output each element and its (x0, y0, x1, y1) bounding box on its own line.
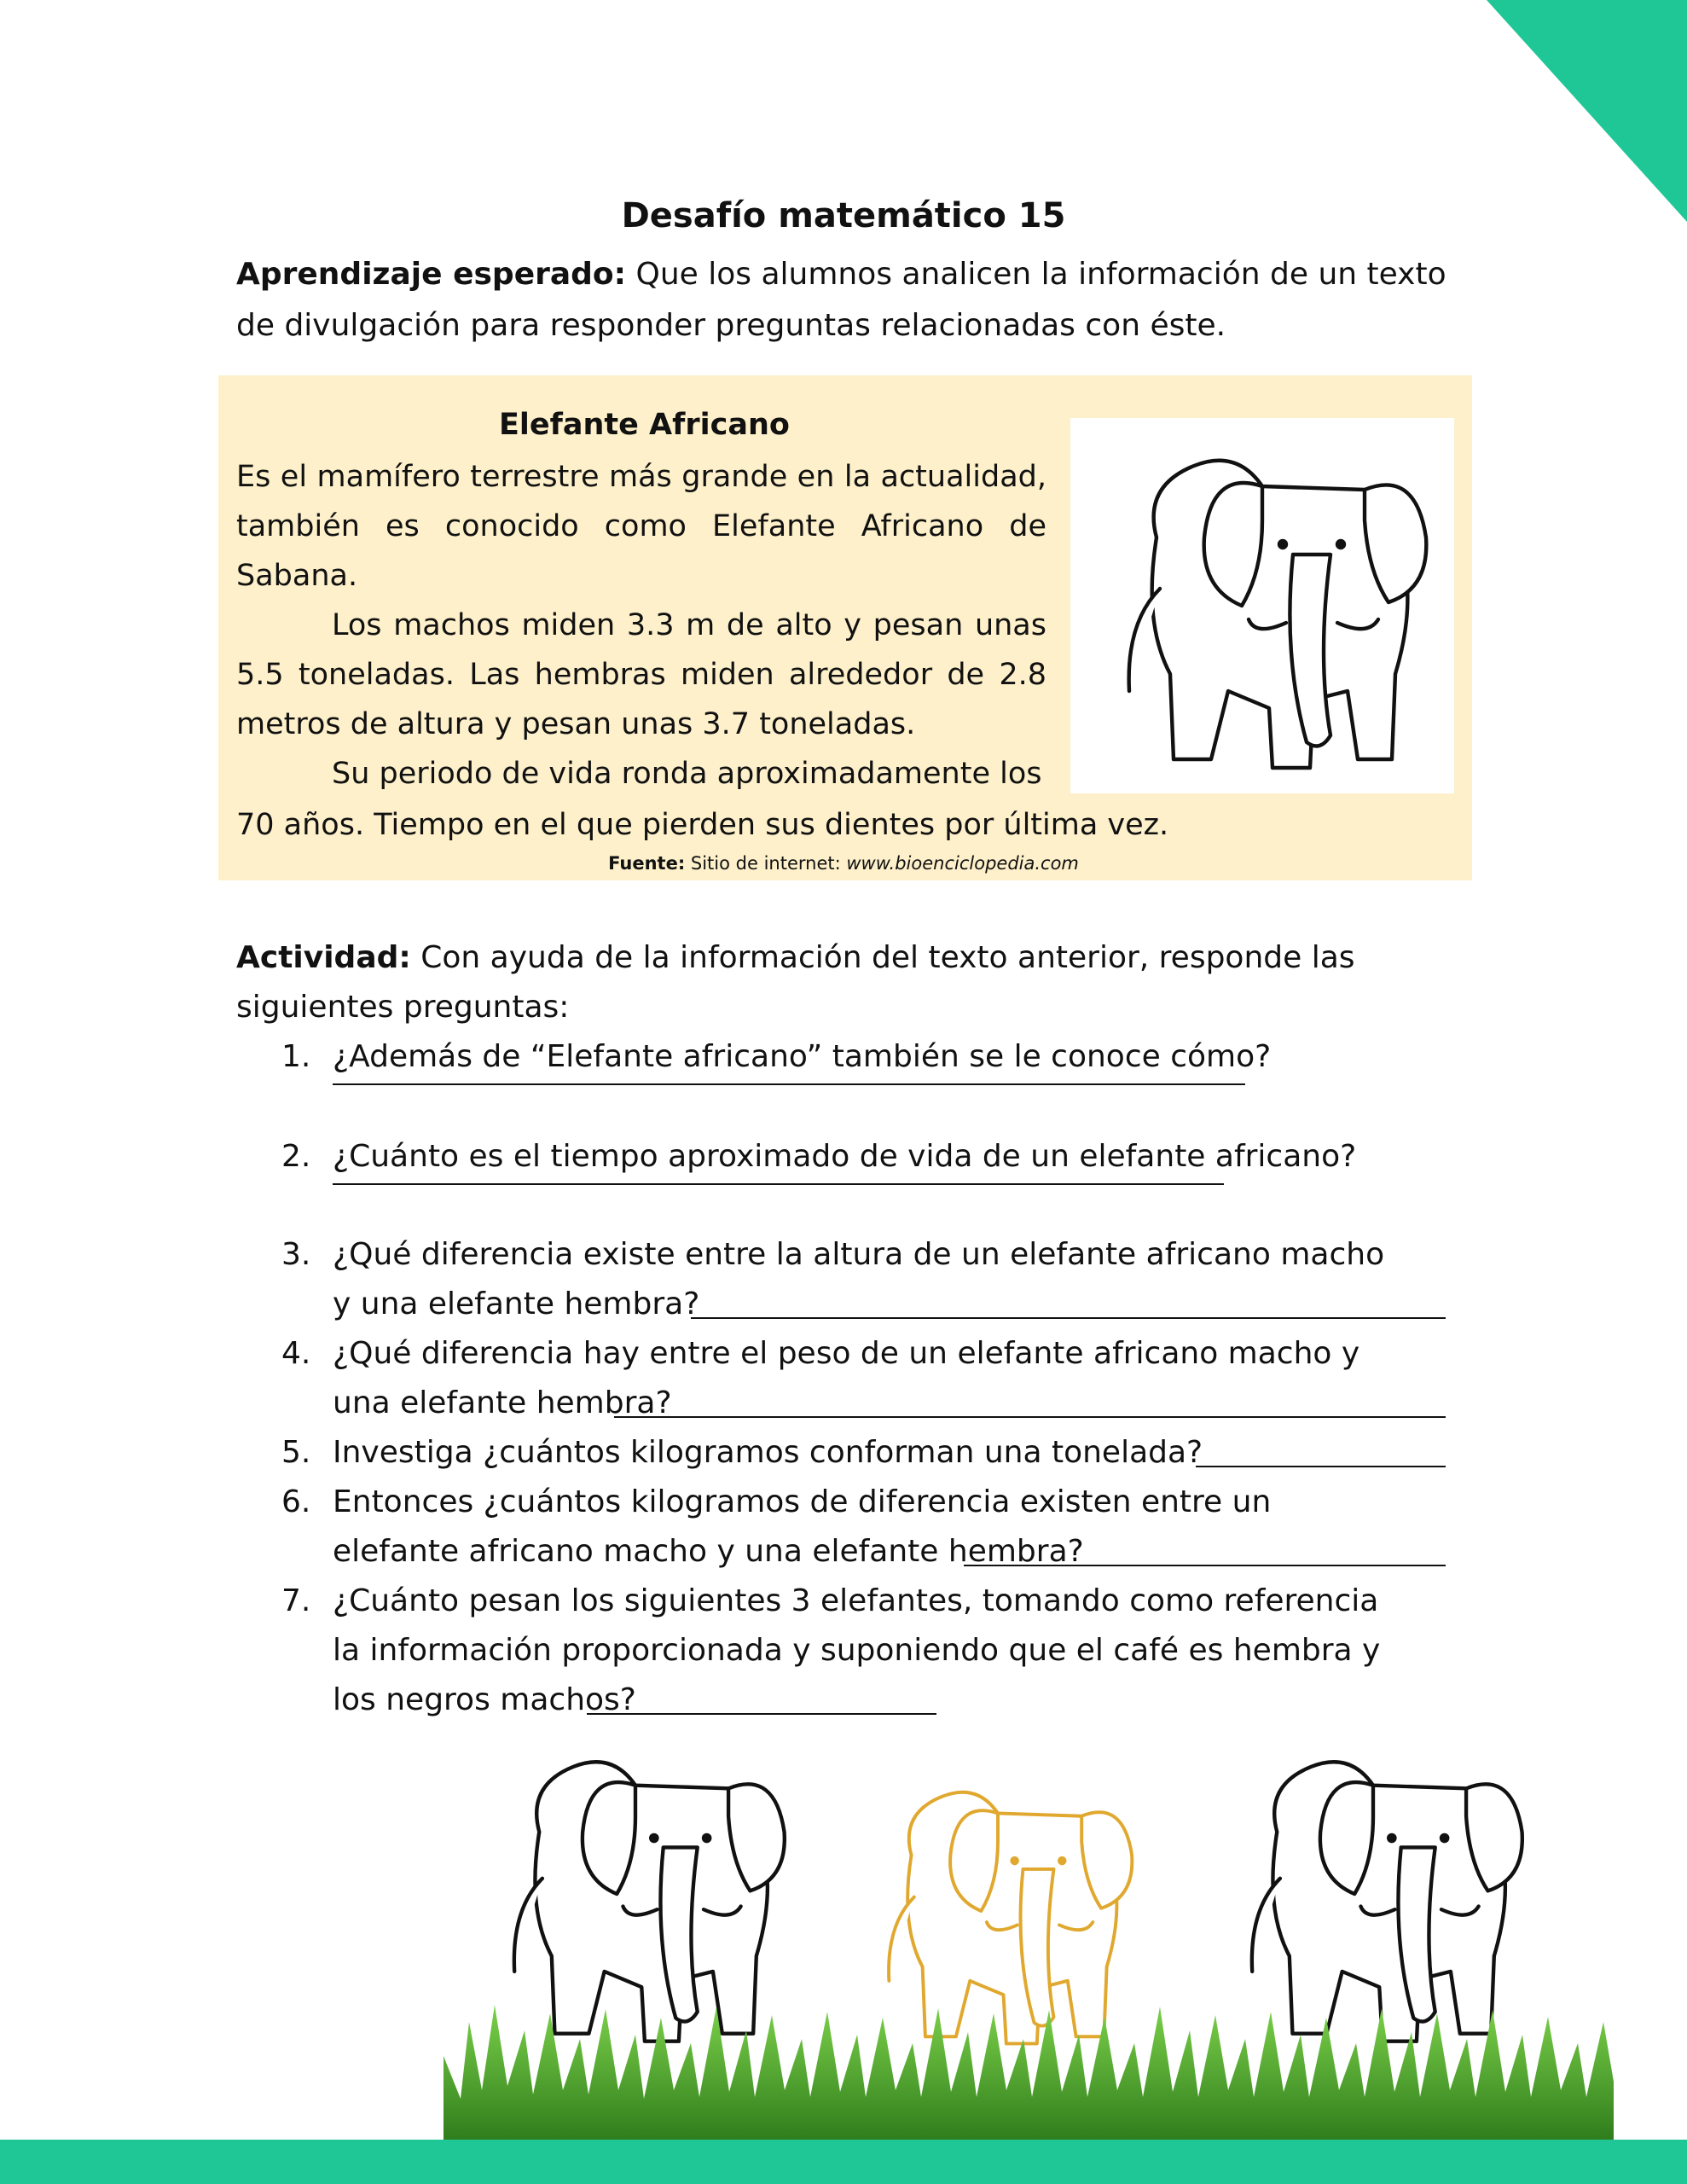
question-2 (281, 1132, 1450, 1182)
question-text: Entonces ¿cuántos kilogramos de diferencia existen entre un elefante africano macho y una elefante hembra? (333, 1484, 1272, 1569)
question-number: 1. (281, 1039, 311, 1074)
answer-line-6[interactable] (964, 1565, 1446, 1566)
question-5 (281, 1428, 1450, 1478)
intro-text: Que los alumnos analicen la información de un texto de divulgación para responder preguntas relacionadas con éste. (236, 257, 1446, 343)
bottom-accent-bar (0, 2140, 1687, 2184)
question-number: 5. (281, 1435, 311, 1470)
page-title: Desafío matemático 15 (621, 196, 1066, 235)
question-number: 6. (281, 1484, 311, 1519)
answer-line-5[interactable] (1196, 1466, 1446, 1467)
corner-decoration (1487, 0, 1687, 222)
question-6 (281, 1478, 1493, 1577)
question-1 (281, 1032, 1450, 1082)
question-7 (281, 1577, 1493, 1725)
answer-line-7[interactable] (587, 1713, 936, 1715)
info-box-text (236, 452, 1046, 799)
elephant-illustration-frame (1070, 418, 1454, 793)
question-number: 4. (281, 1336, 311, 1371)
question-text: ¿Qué diferencia hay entre el peso de un elefante africano macho y una elefante hembra? (333, 1336, 1360, 1420)
info-paragraph-3b: 70 años. Tiempo en el que pierden sus dientes por última vez. (236, 808, 1169, 842)
answer-line-1[interactable] (333, 1083, 1245, 1085)
source-label: Fuente: (608, 853, 686, 874)
question-3 (281, 1230, 1493, 1329)
elephant-illustration (1087, 418, 1437, 793)
answer-line-3[interactable] (691, 1317, 1446, 1319)
info-box-title: Elefante Africano (499, 408, 790, 442)
question-4 (281, 1329, 1493, 1428)
question-text: ¿Además de “Elefante africano” también se le conoce cómo? (333, 1039, 1272, 1074)
question-number: 2. (281, 1139, 311, 1174)
activity-label: Actividad: (236, 940, 411, 975)
question-text: ¿Cuánto es el tiempo aproximado de vida de un elefante africano? (333, 1139, 1357, 1174)
info-paragraph-1: Es el mamífero terrestre más grande en la actualidad, también es conocido como Elefante Africano de Sabana. (236, 460, 1046, 593)
question-text: ¿Qué diferencia existe entre la altura de un elefante africano macho y una elefante hembra? (333, 1237, 1385, 1321)
activity-text: Con ayuda de la información del texto anterior, responde las siguientes preguntas: (236, 940, 1355, 1025)
source-url: www.bioenciclopedia.com (846, 853, 1079, 874)
source-citation (0, 853, 1687, 874)
intro-label: Aprendizaje esperado: (236, 257, 627, 292)
question-number: 7. (281, 1583, 311, 1618)
info-paragraph-3a: Su periodo de vida ronda aproximadamente los (332, 757, 1042, 791)
info-paragraph-2: Los machos miden 3.3 m de alto y pesan unas 5.5 toneladas. Las hembras miden alrededor de 2.8 metros de altura y pesan unas 3.7 toneladas. (236, 608, 1046, 741)
activity-instructions (236, 933, 1464, 1032)
question-number: 3. (281, 1237, 311, 1272)
question-text: ¿Cuánto pesan los siguientes 3 elefantes, tomando como referencia la información proporcionada y suponiendo que el café es hembra y los negros machos? (333, 1583, 1381, 1717)
source-text: Sitio de internet: (685, 853, 847, 874)
grass-strip (443, 1996, 1614, 2140)
question-text: Investiga ¿cuántos kilogramos conforman una tonelada? (333, 1435, 1203, 1470)
learning-objective (236, 249, 1464, 351)
answer-line-4[interactable] (614, 1416, 1446, 1418)
answer-line-2[interactable] (333, 1183, 1224, 1185)
